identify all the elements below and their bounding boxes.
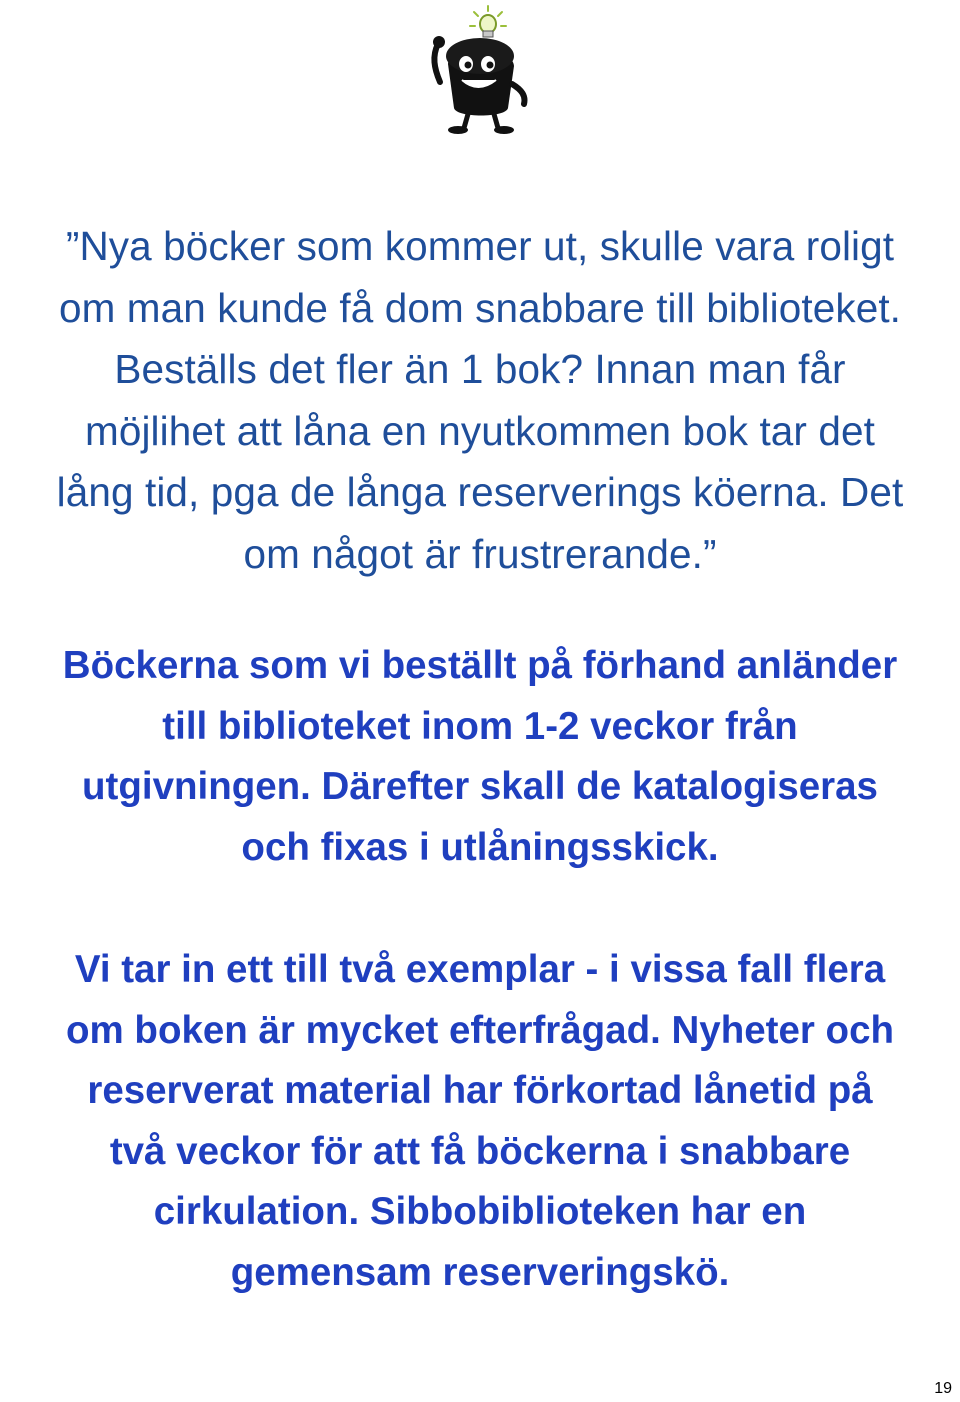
answer-paragraph-1 xyxy=(0,636,960,878)
mascot-lightbulb-icon xyxy=(418,4,542,136)
quote-line: möjlihet att låna en nyutkommen bok tar det xyxy=(85,407,875,454)
quote-line: om något är frustrerande.” xyxy=(243,530,717,577)
quote-block xyxy=(0,216,960,585)
answer-line: Vi tar in ett till två exemplar - i vissa fall flera xyxy=(74,948,886,991)
answer-line: till biblioteket inom 1-2 veckor från xyxy=(162,704,798,748)
answer-line: utgivningen. Därefter skall de katalogiseras xyxy=(82,765,878,808)
answer-line: om boken är mycket efterfrågad. Nyheter och xyxy=(65,1008,894,1052)
answer-line: Böckerna som vi beställt på förhand anländer xyxy=(62,644,898,687)
answer-line: två veckor för att få böckerna i snabbare xyxy=(109,1129,851,1173)
answer-line: och fixas i utlåningsskick. xyxy=(241,825,719,869)
quote-line: lång tid, pga de långa reserverings köerna. Det xyxy=(56,469,904,515)
answer-line: reserverat material har förkortad lånetid på xyxy=(87,1069,873,1112)
quote-line: om man kunde få dom snabbare till biblioteket. xyxy=(58,284,902,331)
answer-paragraph-2 xyxy=(0,940,960,1303)
quote-line: ”Nya böcker som kommer ut, skulle vara roligt xyxy=(65,223,895,269)
page-number: 19 xyxy=(934,1380,952,1397)
quote-line: Beställs det fler än 1 bok? Innan man får xyxy=(114,346,846,392)
answer-line: cirkulation. Sibbobiblioteken har en xyxy=(153,1190,807,1233)
answer-line: gemensam reserveringskö. xyxy=(230,1250,730,1294)
